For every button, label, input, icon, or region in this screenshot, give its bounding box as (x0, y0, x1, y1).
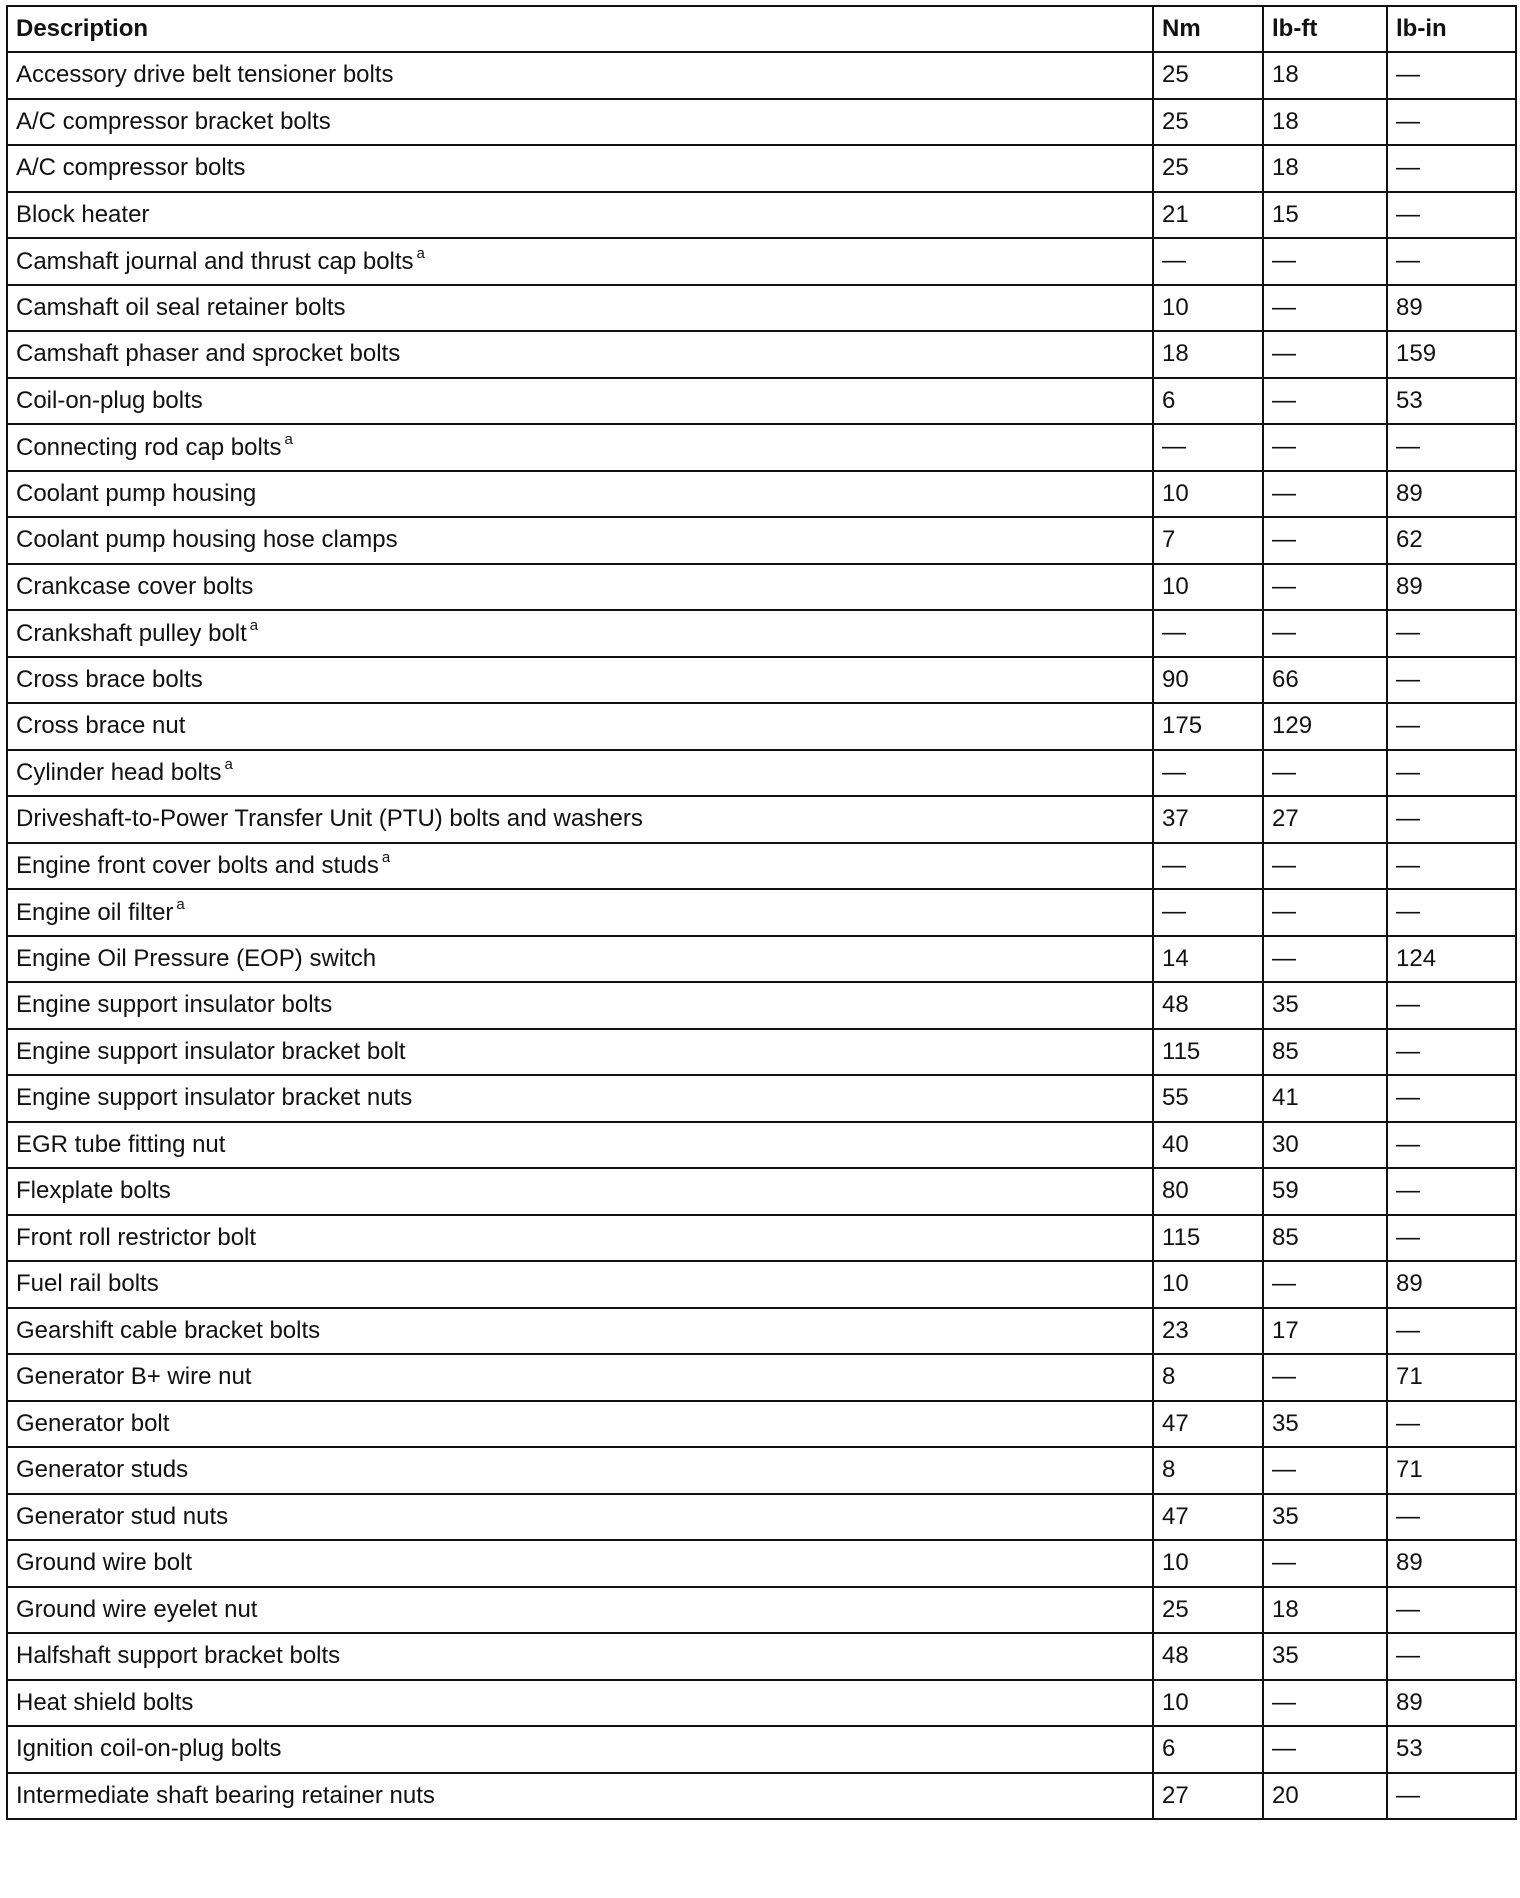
cell-lb-ft: — (1263, 238, 1387, 285)
description-text: Generator studs (16, 1456, 189, 1484)
cell-nm: 7 (1153, 517, 1263, 564)
table-row (7, 378, 1516, 425)
table-row (7, 1168, 1516, 1215)
table-row (7, 1633, 1516, 1680)
footnote-marker: a (224, 756, 233, 774)
cell-description (7, 1773, 1153, 1820)
cell-nm: 25 (1153, 52, 1263, 99)
cell-lb-ft: — (1263, 471, 1387, 518)
table-row (7, 703, 1516, 750)
table-row (7, 750, 1516, 797)
description-text: Intermediate shaft bearing retainer nuts (16, 1781, 435, 1809)
cell-lb-ft: 41 (1263, 1075, 1387, 1122)
cell-description (7, 1447, 1153, 1494)
cell-lb-ft: 18 (1263, 145, 1387, 192)
description-text: Engine support insulator bracket nuts (16, 1084, 413, 1112)
cell-lb-ft: — (1263, 424, 1387, 471)
footnote-marker: a (176, 895, 185, 913)
cell-nm: 90 (1153, 657, 1263, 704)
cell-lb-in: 89 (1387, 564, 1516, 611)
cell-lb-in: — (1387, 1494, 1516, 1541)
cell-lb-in: — (1387, 703, 1516, 750)
cell-nm: 25 (1153, 1587, 1263, 1634)
cell-lb-in: 89 (1387, 1680, 1516, 1727)
description-text: Gearshift cable bracket bolts (16, 1316, 321, 1344)
description-text: Engine support insulator bolts (16, 991, 333, 1019)
header-nm: Nm (1153, 6, 1263, 52)
cell-nm: 10 (1153, 471, 1263, 518)
cell-lb-in: — (1387, 192, 1516, 239)
cell-lb-ft: — (1263, 517, 1387, 564)
cell-lb-ft: — (1263, 1261, 1387, 1308)
cell-lb-ft: — (1263, 889, 1387, 936)
footnote-marker: a (416, 244, 425, 262)
table-row (7, 238, 1516, 285)
cell-nm: 14 (1153, 936, 1263, 983)
description-text: Cross brace bolts (16, 665, 203, 693)
table-row (7, 192, 1516, 239)
description-text: Generator stud nuts (16, 1502, 229, 1530)
cell-lb-ft: — (1263, 285, 1387, 332)
cell-lb-ft: 17 (1263, 1308, 1387, 1355)
description-text: Fuel rail bolts (16, 1270, 159, 1298)
cell-lb-in: — (1387, 1773, 1516, 1820)
header-row (7, 6, 1516, 52)
description-text: Connecting rod cap bolts (16, 433, 282, 461)
cell-description (7, 192, 1153, 239)
cell-lb-in: — (1387, 1308, 1516, 1355)
description-text: Driveshaft-to-Power Transfer Unit (PTU) bolts and washers (16, 805, 643, 833)
cell-nm: 40 (1153, 1122, 1263, 1169)
table-row (7, 471, 1516, 518)
table-row (7, 1029, 1516, 1076)
cell-lb-ft: 30 (1263, 1122, 1387, 1169)
cell-lb-in: — (1387, 889, 1516, 936)
cell-lb-in: — (1387, 982, 1516, 1029)
cell-description (7, 657, 1153, 704)
cell-nm: — (1153, 424, 1263, 471)
cell-lb-ft: 35 (1263, 1401, 1387, 1448)
table-row (7, 1587, 1516, 1634)
table-row (7, 1075, 1516, 1122)
table-row (7, 796, 1516, 843)
description-text: Coolant pump housing hose clamps (16, 526, 398, 554)
header-lb-ft: lb-ft (1263, 6, 1387, 52)
cell-lb-ft: — (1263, 378, 1387, 425)
cell-description (7, 564, 1153, 611)
table-row (7, 1354, 1516, 1401)
cell-nm: 175 (1153, 703, 1263, 750)
table-row (7, 1401, 1516, 1448)
cell-lb-ft: 66 (1263, 657, 1387, 704)
cell-description (7, 703, 1153, 750)
cell-nm: 48 (1153, 1633, 1263, 1680)
cell-lb-in: 71 (1387, 1354, 1516, 1401)
table-row (7, 1261, 1516, 1308)
cell-lb-in: — (1387, 1075, 1516, 1122)
cell-description (7, 424, 1153, 471)
cell-nm: 21 (1153, 192, 1263, 239)
cell-nm: — (1153, 843, 1263, 890)
cell-lb-in: 89 (1387, 1540, 1516, 1587)
cell-lb-ft: 35 (1263, 1494, 1387, 1541)
cell-lb-in: — (1387, 1401, 1516, 1448)
cell-description (7, 1587, 1153, 1634)
cell-lb-in: — (1387, 1633, 1516, 1680)
cell-nm: 23 (1153, 1308, 1263, 1355)
cell-lb-ft: — (1263, 1680, 1387, 1727)
cell-lb-in: — (1387, 145, 1516, 192)
table-row (7, 331, 1516, 378)
table-row (7, 843, 1516, 890)
table-row (7, 889, 1516, 936)
cell-nm: 6 (1153, 378, 1263, 425)
description-text: Halfshaft support bracket bolts (16, 1642, 341, 1670)
cell-nm: 55 (1153, 1075, 1263, 1122)
cell-nm: 10 (1153, 1540, 1263, 1587)
description-text: Engine Oil Pressure (EOP) switch (16, 944, 377, 972)
cell-nm: 6 (1153, 1726, 1263, 1773)
cell-lb-ft: 129 (1263, 703, 1387, 750)
cell-description (7, 1494, 1153, 1541)
cell-description (7, 471, 1153, 518)
cell-description (7, 145, 1153, 192)
cell-description (7, 238, 1153, 285)
cell-description (7, 1122, 1153, 1169)
cell-nm: 115 (1153, 1029, 1263, 1076)
table-row (7, 285, 1516, 332)
cell-nm: 47 (1153, 1494, 1263, 1541)
cell-description (7, 378, 1153, 425)
cell-description (7, 1029, 1153, 1076)
cell-description (7, 1308, 1153, 1355)
cell-nm: 8 (1153, 1447, 1263, 1494)
description-text: Front roll restrictor bolt (16, 1223, 257, 1251)
cell-description (7, 1680, 1153, 1727)
description-text: Generator B+ wire nut (16, 1363, 252, 1391)
description-text: EGR tube fitting nut (16, 1130, 226, 1158)
cell-description (7, 331, 1153, 378)
cell-lb-in: — (1387, 424, 1516, 471)
cell-lb-ft: 18 (1263, 99, 1387, 146)
table-row (7, 517, 1516, 564)
cell-lb-ft: 15 (1263, 192, 1387, 239)
cell-description (7, 750, 1153, 797)
table-row (7, 1447, 1516, 1494)
cell-nm: 10 (1153, 1680, 1263, 1727)
description-text: Block heater (16, 200, 150, 228)
description-text: Ground wire bolt (16, 1549, 193, 1577)
torque-spec-table (6, 5, 1517, 1820)
description-text: Ground wire eyelet nut (16, 1595, 258, 1623)
cell-lb-ft: 59 (1263, 1168, 1387, 1215)
cell-description (7, 1168, 1153, 1215)
cell-lb-in: — (1387, 1029, 1516, 1076)
description-text: Camshaft oil seal retainer bolts (16, 293, 346, 321)
cell-lb-ft: 18 (1263, 52, 1387, 99)
table-row (7, 610, 1516, 657)
cell-lb-in: 89 (1387, 285, 1516, 332)
cell-description (7, 52, 1153, 99)
cell-lb-ft: — (1263, 331, 1387, 378)
cell-lb-in: 62 (1387, 517, 1516, 564)
cell-description (7, 1401, 1153, 1448)
cell-description (7, 1633, 1153, 1680)
cell-lb-in: — (1387, 1215, 1516, 1262)
description-text: Coil-on-plug bolts (16, 386, 203, 414)
table-row (7, 145, 1516, 192)
cell-lb-ft: — (1263, 564, 1387, 611)
cell-nm: — (1153, 889, 1263, 936)
cell-nm: 10 (1153, 1261, 1263, 1308)
cell-nm: — (1153, 610, 1263, 657)
description-text: Coolant pump housing (16, 479, 257, 507)
description-text: Generator bolt (16, 1409, 170, 1437)
description-text: Heat shield bolts (16, 1688, 194, 1716)
cell-lb-in: — (1387, 657, 1516, 704)
cell-description (7, 843, 1153, 890)
cell-lb-in: 159 (1387, 331, 1516, 378)
cell-description (7, 1261, 1153, 1308)
footnote-marker: a (249, 616, 259, 634)
cell-lb-ft: 35 (1263, 982, 1387, 1029)
cell-lb-ft: 85 (1263, 1215, 1387, 1262)
cell-lb-in: — (1387, 750, 1516, 797)
description-text: Flexplate bolts (16, 1177, 171, 1205)
cell-description (7, 936, 1153, 983)
header-lb-in: lb-in (1387, 6, 1516, 52)
cell-lb-in: — (1387, 843, 1516, 890)
description-text: Cylinder head bolts (16, 759, 222, 787)
cell-lb-ft: — (1263, 610, 1387, 657)
footnote-marker: a (381, 849, 391, 867)
cell-lb-in: 71 (1387, 1447, 1516, 1494)
cell-lb-ft: 27 (1263, 796, 1387, 843)
cell-description (7, 1075, 1153, 1122)
cell-description (7, 610, 1153, 657)
header-description: Description (7, 6, 1153, 52)
cell-description (7, 889, 1153, 936)
cell-nm: 37 (1153, 796, 1263, 843)
cell-lb-in: — (1387, 1587, 1516, 1634)
cell-lb-ft: — (1263, 936, 1387, 983)
cell-nm: 8 (1153, 1354, 1263, 1401)
cell-nm: 48 (1153, 982, 1263, 1029)
cell-nm: 25 (1153, 145, 1263, 192)
description-text: A/C compressor bolts (16, 154, 246, 182)
cell-lb-ft: — (1263, 750, 1387, 797)
table-row (7, 424, 1516, 471)
cell-description (7, 1726, 1153, 1773)
table-row (7, 99, 1516, 146)
cell-lb-in: 89 (1387, 471, 1516, 518)
cell-lb-in: — (1387, 99, 1516, 146)
table-row (7, 982, 1516, 1029)
cell-nm: 18 (1153, 331, 1263, 378)
cell-nm: 25 (1153, 99, 1263, 146)
cell-description (7, 982, 1153, 1029)
cell-lb-in: 124 (1387, 936, 1516, 983)
cell-lb-in: — (1387, 796, 1516, 843)
table-row (7, 1680, 1516, 1727)
cell-lb-ft: — (1263, 1726, 1387, 1773)
table-row (7, 936, 1516, 983)
cell-lb-ft: 18 (1263, 1587, 1387, 1634)
cell-description (7, 517, 1153, 564)
table-row (7, 1215, 1516, 1262)
cell-nm: 80 (1153, 1168, 1263, 1215)
description-text: Cross brace nut (16, 712, 186, 740)
cell-lb-ft: — (1263, 1354, 1387, 1401)
cell-lb-ft: 35 (1263, 1633, 1387, 1680)
table-row (7, 52, 1516, 99)
cell-nm: 27 (1153, 1773, 1263, 1820)
cell-description (7, 1540, 1153, 1587)
cell-description (7, 99, 1153, 146)
cell-description (7, 796, 1153, 843)
cell-lb-ft: 85 (1263, 1029, 1387, 1076)
description-text: Ignition coil-on-plug bolts (16, 1735, 282, 1763)
cell-lb-in: — (1387, 610, 1516, 657)
description-text: Engine support insulator bracket bolt (16, 1037, 406, 1065)
cell-lb-ft: — (1263, 1540, 1387, 1587)
cell-lb-in: — (1387, 52, 1516, 99)
footnote-marker: a (284, 430, 293, 448)
description-text: Camshaft phaser and sprocket bolts (16, 340, 401, 368)
cell-lb-in: — (1387, 1122, 1516, 1169)
table-row (7, 1773, 1516, 1820)
cell-description (7, 285, 1153, 332)
table-row (7, 1494, 1516, 1541)
description-text: Crankcase cover bolts (16, 572, 254, 600)
cell-nm: — (1153, 238, 1263, 285)
cell-lb-ft: — (1263, 1447, 1387, 1494)
cell-lb-ft: 20 (1263, 1773, 1387, 1820)
cell-lb-ft: — (1263, 843, 1387, 890)
description-text: Engine front cover bolts and studs (16, 852, 379, 880)
table-row (7, 564, 1516, 611)
table-row (7, 657, 1516, 704)
description-text: A/C compressor bracket bolts (16, 107, 331, 135)
cell-nm: — (1153, 750, 1263, 797)
cell-nm: 10 (1153, 285, 1263, 332)
cell-nm: 47 (1153, 1401, 1263, 1448)
table-row (7, 1540, 1516, 1587)
description-text: Accessory drive belt tensioner bolts (16, 61, 394, 89)
cell-lb-in: 53 (1387, 1726, 1516, 1773)
cell-nm: 115 (1153, 1215, 1263, 1262)
cell-description (7, 1354, 1153, 1401)
table-body (7, 52, 1516, 1819)
cell-description (7, 1215, 1153, 1262)
description-text: Crankshaft pulley bolt (16, 619, 247, 647)
description-text: Engine oil filter (16, 898, 174, 926)
cell-lb-in: — (1387, 238, 1516, 285)
table-row (7, 1122, 1516, 1169)
table-row (7, 1726, 1516, 1773)
cell-lb-in: — (1387, 1168, 1516, 1215)
cell-lb-in: 89 (1387, 1261, 1516, 1308)
description-text: Camshaft journal and thrust cap bolts (16, 247, 414, 275)
cell-lb-in: 53 (1387, 378, 1516, 425)
cell-nm: 10 (1153, 564, 1263, 611)
table-row (7, 1308, 1516, 1355)
